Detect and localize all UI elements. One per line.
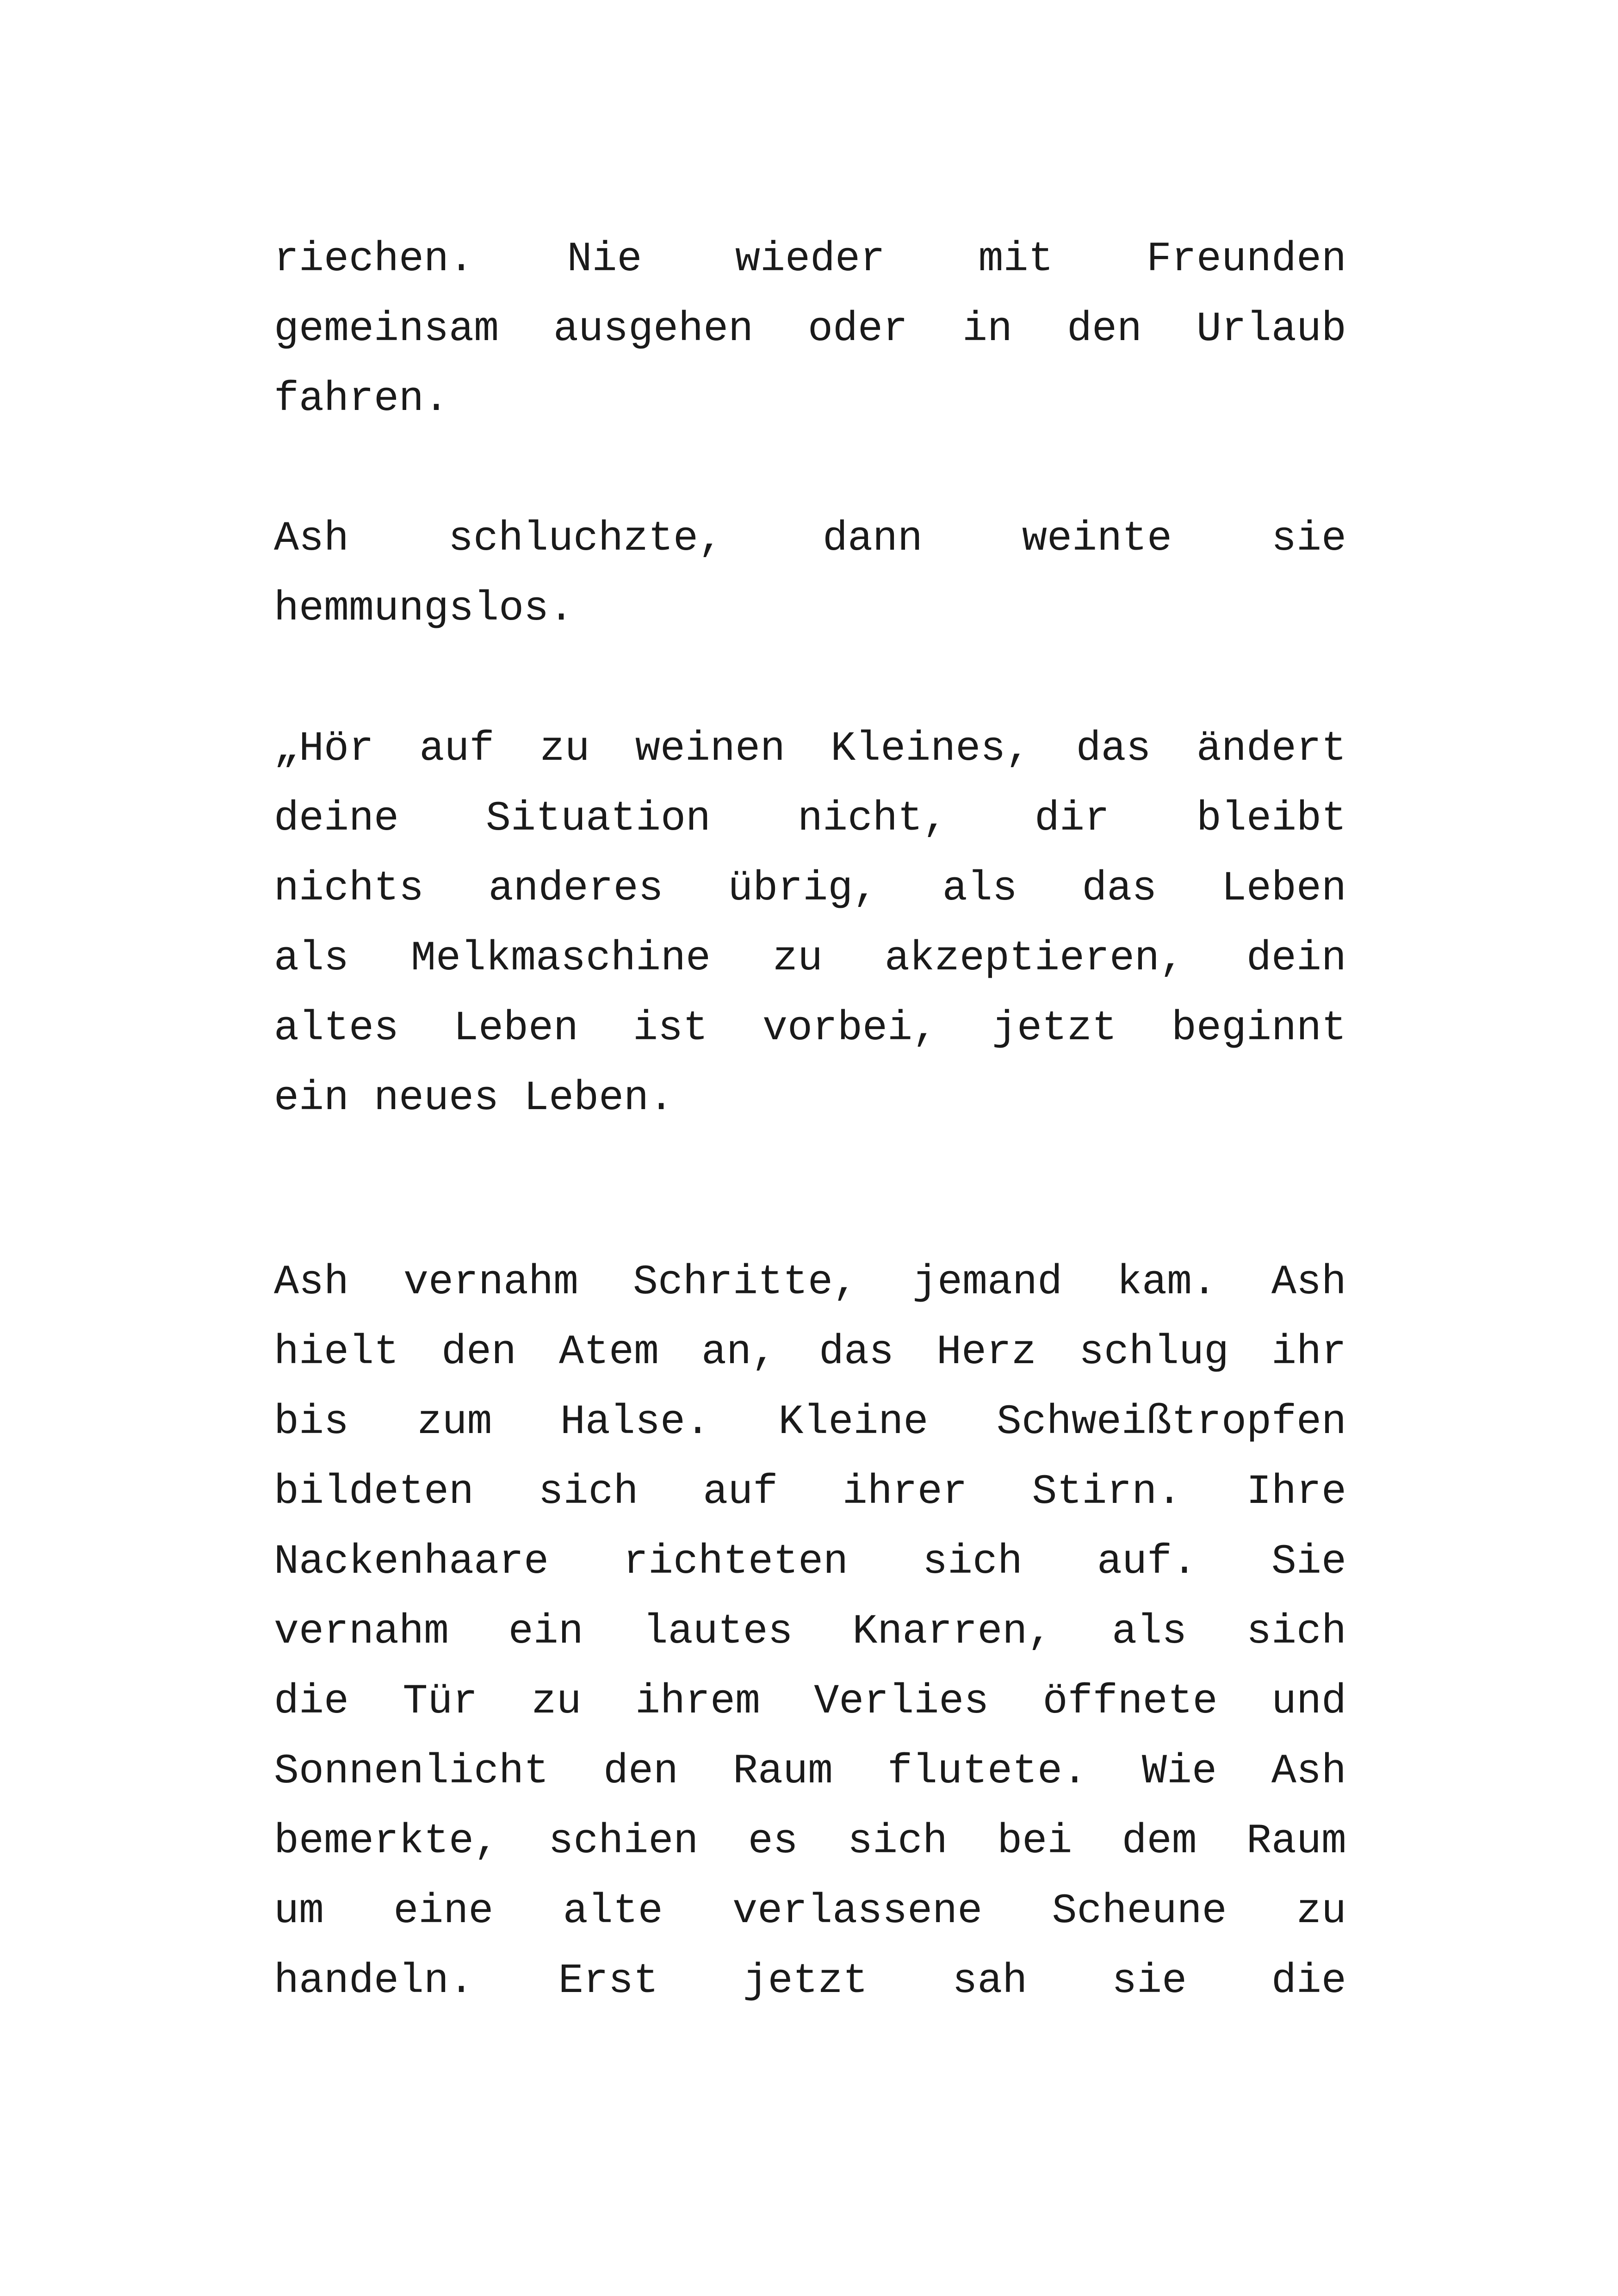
word: Raum: [1246, 1818, 1346, 1865]
word: schluchzte,: [448, 515, 724, 563]
word: Nackenhaare: [274, 1539, 549, 1586]
word: Urlaub: [1196, 306, 1346, 353]
word: als: [1112, 1608, 1187, 1656]
word: übrig,: [728, 865, 878, 912]
text-line: [274, 784, 1346, 854]
word: schlug: [1079, 1329, 1229, 1376]
paragraph: [274, 1248, 1346, 2017]
text-line: [274, 1597, 1346, 1667]
word: auf: [703, 1469, 778, 1516]
word: bildeten: [274, 1469, 474, 1516]
word: ändert: [1196, 726, 1346, 773]
paragraph: [274, 714, 1346, 1134]
word: um: [274, 1888, 324, 1935]
word: nicht,: [797, 795, 948, 843]
word: zu: [539, 726, 590, 773]
word: jemand: [912, 1259, 1063, 1306]
word: ein: [508, 1608, 583, 1656]
word: bemerkte,: [274, 1818, 499, 1865]
word: auf: [419, 726, 495, 773]
word: den: [1066, 306, 1142, 353]
word: beginnt: [1171, 1005, 1346, 1052]
word: sich: [1246, 1608, 1346, 1656]
word: Nie: [567, 236, 642, 283]
word: mit: [978, 236, 1054, 283]
word: bleibt: [1196, 795, 1346, 843]
paragraph: [274, 225, 1346, 434]
word: Herz: [936, 1329, 1036, 1376]
word: lautes: [643, 1608, 793, 1656]
word: als: [274, 935, 349, 982]
word: Melkmaschine: [410, 935, 711, 982]
word: es: [748, 1818, 798, 1865]
word: weinte: [1022, 515, 1172, 563]
word: bis: [274, 1399, 349, 1446]
word: jetzt: [743, 1958, 868, 2005]
word: eine: [393, 1888, 494, 1935]
word: dem: [1122, 1818, 1197, 1865]
text-line: [274, 1877, 1346, 1947]
text-line: [274, 1527, 1346, 1597]
word: öffnete: [1042, 1678, 1218, 1725]
word: nichts: [274, 865, 424, 912]
text-line: [274, 1318, 1346, 1388]
word: ist: [632, 1005, 708, 1052]
word: riechen.: [274, 236, 474, 283]
word: hielt: [274, 1329, 399, 1376]
text-line: [274, 1947, 1346, 2017]
word: sie: [1112, 1958, 1187, 2005]
word: die: [1271, 1958, 1346, 2005]
word: Leben: [1221, 865, 1346, 912]
word: Ash: [274, 1259, 349, 1306]
word: Wie: [1141, 1748, 1217, 1795]
word: deine: [274, 795, 399, 843]
word: sich: [923, 1539, 1023, 1586]
word: vernahm: [274, 1608, 449, 1656]
word: dein: [1246, 935, 1346, 982]
word: als: [942, 865, 1017, 912]
text-line: [274, 1458, 1346, 1527]
word: richteten: [623, 1539, 849, 1586]
text-line: [274, 225, 1346, 295]
text-line: [274, 714, 1346, 784]
word: ausgehen: [553, 306, 754, 353]
word: Situation: [485, 795, 711, 843]
word: Schritte,: [632, 1259, 858, 1306]
text-line: [274, 1807, 1346, 1877]
word: Halse.: [560, 1399, 710, 1446]
word: an,: [701, 1329, 777, 1376]
text-line: [274, 994, 1346, 1064]
word: sah: [952, 1958, 1028, 2005]
text-line: [274, 1667, 1346, 1737]
word: flutete.: [887, 1748, 1088, 1795]
word: sich: [847, 1818, 948, 1865]
text-line: [274, 924, 1346, 994]
word: das: [1076, 726, 1151, 773]
word: oder: [808, 306, 908, 353]
word: bei: [997, 1818, 1072, 1865]
word: zu: [531, 1678, 582, 1725]
word: Atem: [558, 1329, 659, 1376]
word: „Hör: [274, 726, 374, 773]
word: gemeinsam: [274, 306, 499, 353]
word: ihrem: [635, 1678, 760, 1725]
word: wieder: [735, 236, 886, 283]
word: Stirn.: [1032, 1469, 1182, 1516]
word: Knarren,: [852, 1608, 1053, 1656]
word: sich: [538, 1469, 639, 1516]
text-line: hemmungslos.: [274, 585, 574, 633]
word: Ash: [274, 515, 349, 563]
word: verlassene: [732, 1888, 983, 1935]
word: das: [818, 1329, 894, 1376]
word: akzeptieren,: [884, 935, 1184, 982]
word: zum: [417, 1399, 492, 1446]
word: Ash: [1271, 1748, 1346, 1795]
word: zu: [1296, 1888, 1346, 1935]
text-line: [274, 1737, 1346, 1807]
word: handeln.: [274, 1958, 474, 2005]
word: Kleines,: [831, 726, 1031, 773]
word: sie: [1271, 515, 1346, 563]
word: Schweißtropfen: [996, 1399, 1346, 1446]
word: auf.: [1097, 1539, 1197, 1586]
word: anderes: [488, 865, 663, 912]
word: Sie: [1271, 1539, 1346, 1586]
word: Verlies: [814, 1678, 989, 1725]
word: den: [441, 1329, 517, 1376]
word: ihrer: [842, 1469, 967, 1516]
word: weinen: [635, 726, 785, 773]
word: das: [1082, 865, 1157, 912]
word: Raum: [732, 1748, 833, 1795]
word: in: [962, 306, 1013, 353]
text-line: [274, 1248, 1346, 1318]
text-line: [274, 295, 1346, 365]
word: Ihre: [1246, 1469, 1346, 1516]
text-line: [274, 1388, 1346, 1458]
word: Leben: [453, 1005, 579, 1052]
word: zu: [772, 935, 823, 982]
word: ihr: [1271, 1329, 1346, 1376]
word: und: [1271, 1678, 1346, 1725]
word: Sonnenlicht: [274, 1748, 549, 1795]
word: alte: [563, 1888, 663, 1935]
word: vorbei,: [762, 1005, 937, 1052]
word: kam.: [1116, 1259, 1217, 1306]
word: die: [274, 1678, 349, 1725]
word: Ash: [1271, 1259, 1346, 1306]
word: Erst: [558, 1958, 658, 2005]
text-line: fahren.: [274, 376, 449, 423]
text-line: [274, 504, 1346, 574]
word: dir: [1034, 795, 1110, 843]
paragraph: [274, 504, 1346, 644]
word: Tür: [403, 1678, 478, 1725]
text-line: ein neues Leben.: [274, 1075, 674, 1122]
word: schien: [548, 1818, 699, 1865]
word: Freunden: [1146, 236, 1346, 283]
word: dann: [822, 515, 923, 563]
text-line: [274, 854, 1346, 924]
word: jetzt: [992, 1005, 1117, 1052]
word: Kleine: [778, 1399, 929, 1446]
word: vernahm: [403, 1259, 579, 1306]
word: Scheune: [1052, 1888, 1227, 1935]
word: altes: [274, 1005, 399, 1052]
word: den: [603, 1748, 679, 1795]
